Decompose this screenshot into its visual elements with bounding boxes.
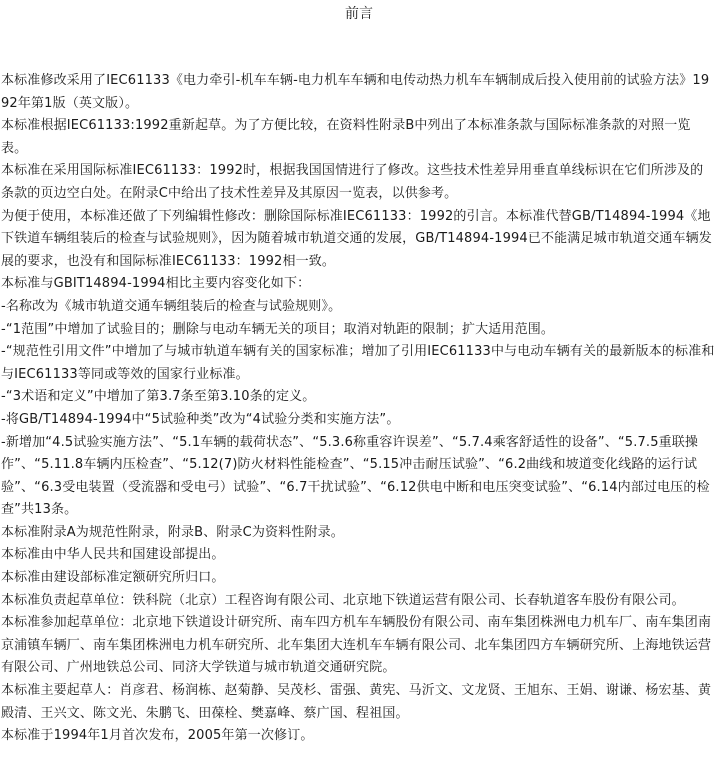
paragraph-redraft: 本标准根据IEC61133:1992重新起草。为了方便比较，在资料性附录B中列出了本标准条款与国际标准条款的对照一览表。: [1, 118, 691, 156]
list-item-scope: -“1范围”中增加了试验目的；删除与电动车辆无关的项目；取消对轨距的限制；扩大适用范围。: [1, 321, 555, 337]
paragraph-adoption: 本标准修改采用了IEC61133《电力牵引-机车车辆-电力机车车辆和电传动热力机车车辆制成后投入使用前的试验方法》1992年第1版（英文版）。: [1, 73, 710, 111]
paragraph-publication-history: 本标准于1994年1月首次发布，2005年第一次修订。: [1, 728, 314, 744]
paragraph-modifications: 本标准在采用国际标准IEC61133：1992时，根据我国国情进行了修改。这些技术性差异用垂直单线标识在它们所涉及的条款的页边空白处。在附录C中给出了技术性差异及其原因一览表，以供参考。: [1, 163, 704, 201]
list-item-terms: -“3术语和定义”中增加了第3.7条至第3.10条的定义。: [1, 389, 316, 405]
paragraph-main-authors: 本标准主要起草人：肖彦君、杨润栋、赵菊静、吴茂杉、雷强、黄宪、马沂文、文龙贤、王旭东、王娟、谢谦、杨宏基、黄殿清、王兴文、陈文光、朱鹏飞、田葆栓、樊嘉峰、蔡广国、程祖国。: [1, 683, 712, 721]
paragraph-appendices: 本标准附录A为规范性附录，附录B、附录C为资料性附录。: [1, 524, 344, 540]
list-item-new-clauses: -新增加“4.5试验实施方法”、“5.1车辆的载荷状态”、“5.3.6称重容许误差”、“5.7.4乘客舒适性的设备”、“5.7.5重联操作”、“5.11.8车辆内压检查”、“5.12(7)防火材料性能检查”、“5.15冲击耐压试验”、“6.2曲线和坡道变化线路的运行试验”、“6.3受电装置（受流器和受电弓）试验”、“6.7干扰试验”、“6.12供电中断和电压突变试验”、“6.14内部过电压的检查”共13条。: [1, 434, 710, 518]
list-item-name-change: -名称改为《城市轨道交通车辆组装后的检查与试验规则》。: [1, 298, 342, 314]
list-item-normative-refs: -“规范性引用文件”中增加了与城市轨道车辆有关的国家标准；增加了引用IEC61133中与电动车辆有关的最新版本的标准和与IEC61133等同或等效的国家行业标准。: [1, 344, 715, 382]
page-title: 前言: [345, 6, 373, 22]
document-body: [0, 70, 718, 748]
paragraph-changes-intro: 本标准与GBIT14894-1994相比主要内容变化如下：: [1, 276, 311, 292]
paragraph-editorial-changes: 为便于使用，本标准还做了下列编辑性修改：删除国际标准IEC61133：1992的引言。本标准代替GB/T14894-1994《地下铁道车辆组装后的检查与试验规则》，因为随着城市轨道交通的发展，GB/T14894-1994已不能满足城市轨道交通车辆发展的要求，也没有和国际标准IEC61133：1992相一致。: [1, 208, 712, 269]
paragraph-lead-drafters: 本标准负责起草单位：铁科院（北京）工程咨询有限公司、北京地下铁道运营有限公司、长春轨道客车股份有限公司。: [1, 592, 685, 608]
paragraph-proposer: 本标准由中华人民共和国建设部提出。: [1, 547, 225, 563]
paragraph-management: 本标准由建设部标准定额研究所归口。: [1, 570, 225, 586]
paragraph-participating-drafters: 本标准参加起草单位：北京地下铁道设计研究所、南车四方机车车辆股份有限公司、南车集团株洲电力机车厂、南车集团南京浦镇车辆厂、南车集团株洲电力机车研究所、北车集团大连机车车辆有限公司、北车集团四方车辆研究所、上海地铁运营有限公司、广州地铁总公司、同济大学铁道与城市轨道交通研究院。: [1, 615, 712, 676]
list-item-test-types: -将GB/T14894-1994中“5试验种类”改为“4试验分类和实施方法”。: [1, 411, 400, 427]
